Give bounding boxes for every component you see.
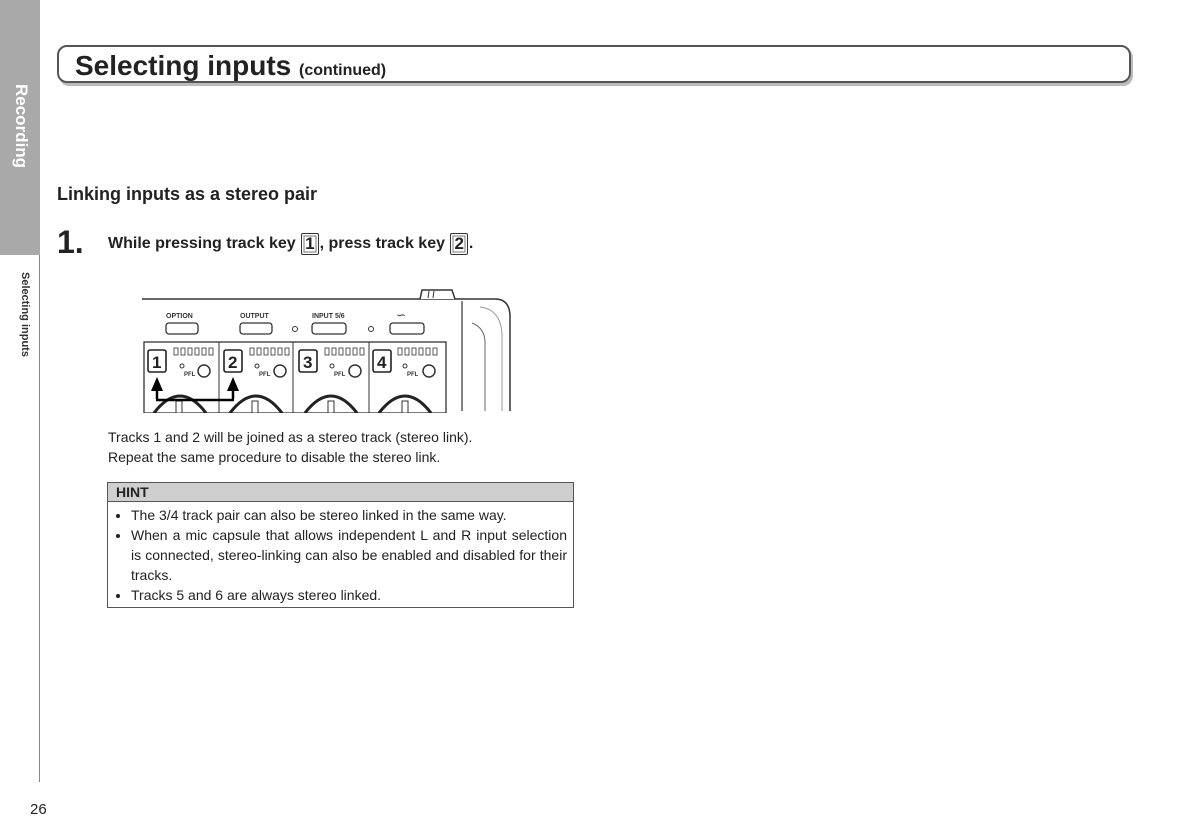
led-indicator bbox=[293, 327, 298, 332]
output-button-label: OUTPUT bbox=[240, 313, 269, 320]
track-key-4-number: 4 bbox=[377, 353, 387, 372]
hint-item: • Tracks 5 and 6 are always stereo linked. bbox=[131, 585, 567, 605]
page-title-text: Selecting inputs bbox=[75, 50, 292, 81]
step-instruction bbox=[108, 233, 473, 255]
page-title-continued: (continued) bbox=[299, 62, 387, 79]
step-text-before: While pressing track key bbox=[108, 235, 296, 252]
pfl-label: PFL bbox=[334, 372, 346, 378]
pfl-button bbox=[274, 365, 286, 377]
step-text-after: . bbox=[468, 235, 474, 252]
pfl-button bbox=[423, 365, 435, 377]
section-heading: Linking inputs as a stereo pair bbox=[57, 184, 318, 204]
pfl-label: PFL bbox=[184, 372, 196, 378]
sidebar-subsection-label: Selecting inputs bbox=[19, 272, 31, 357]
wave-icon: ∽ bbox=[396, 308, 407, 322]
sidebar-section-label: Recording bbox=[12, 84, 31, 169]
output-button bbox=[240, 323, 272, 334]
input56-button bbox=[312, 323, 346, 334]
hint-box bbox=[107, 482, 574, 608]
body-line-2: Repeat the same procedure to disable the stereo link. bbox=[108, 449, 441, 465]
hint-title: HINT bbox=[108, 483, 573, 502]
pfl-label: PFL bbox=[407, 372, 419, 378]
track-key-2-glyph: 2 bbox=[450, 233, 467, 255]
page-number: 26 bbox=[30, 801, 47, 818]
track-key-1-glyph: 1 bbox=[301, 233, 318, 255]
pfl-label: PFL bbox=[259, 372, 271, 378]
option-button bbox=[166, 323, 198, 334]
page-title bbox=[75, 50, 386, 82]
step-number: 1. bbox=[57, 224, 84, 260]
option-button-label: OPTION bbox=[166, 313, 193, 320]
track-key-2-number: 2 bbox=[228, 353, 238, 372]
wave-button bbox=[390, 323, 424, 334]
body-line-1: Tracks 1 and 2 will be joined as a stereo track (stereo link). bbox=[108, 429, 473, 445]
body-text bbox=[108, 427, 472, 467]
track-key-3-number: 3 bbox=[303, 353, 313, 372]
hint-item: • When a mic capsule that allows independent L and R input selection is connected, stereo-linking can also be enabled and disabled for their tracks. bbox=[131, 525, 567, 585]
page-title-box bbox=[57, 45, 1131, 83]
sidebar-divider bbox=[39, 255, 40, 782]
input56-button-label: INPUT 5/6 bbox=[312, 313, 345, 320]
led-indicator bbox=[369, 327, 374, 332]
pfl-button bbox=[198, 365, 210, 377]
device-illustration bbox=[140, 283, 520, 413]
track-key-1-number: 1 bbox=[152, 353, 162, 372]
hint-item: • The 3/4 track pair can also be stereo linked in the same way. bbox=[131, 505, 567, 525]
step-text-middle: , press track key bbox=[319, 235, 445, 252]
pfl-button bbox=[349, 365, 361, 377]
hint-list bbox=[108, 502, 573, 607]
